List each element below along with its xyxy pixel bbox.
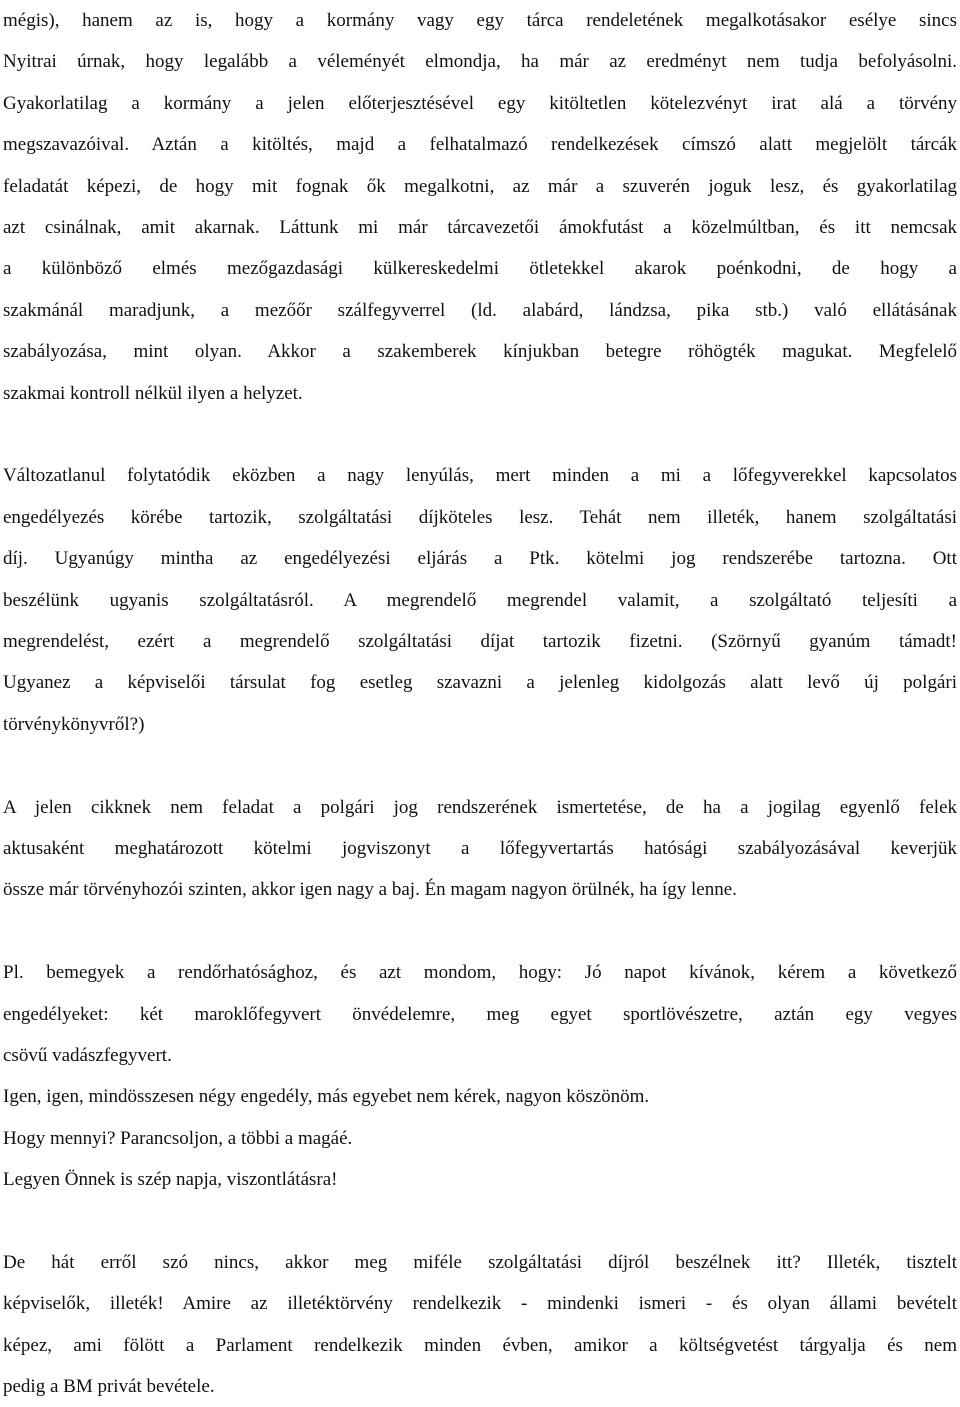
text-line: megszavazóival. Aztán a kitöltés, majd a felhatalmazó rendelkezések címszó alatt megjelölt tárcák (3, 134, 957, 156)
text-line: szabályozása, mint olyan. Akkor a szakemberek kínjukban betegre röhögték magukat. Megfelelő (3, 341, 957, 363)
text-line: engedélyeket: két maroklőfegyvert önvédelemre, meg egyet sportlövészetre, aztán egy vegyes (3, 1003, 957, 1025)
text-line: pedig a BM privát bevétele. (3, 1376, 215, 1398)
text-line: szakmai kontroll nélkül ilyen a helyzet. (3, 382, 303, 404)
text-line: mégis), hanem az is, hogy a kormány vagy egy tárca rendeletének megalkotásakor esélye sincs (3, 10, 957, 31)
text-line: feladatát képezi, de hogy mit fognak ők megalkotni, az már a szuverén joguk lesz, és gyakorlatilag (3, 175, 957, 197)
text-line: Legyen Önnek is szép napja, viszontlátásra! (3, 1169, 338, 1191)
text-line: beszélünk ugyanis szolgáltatásról. A megrendelő megrendel valamit, a szolgáltató teljesíti a (3, 589, 957, 611)
text-line: A jelen cikknek nem feladat a polgári jog rendszerének ismertetése, de ha a jogilag egyenlő felek (3, 796, 957, 818)
text-line: szakmánál maradjunk, a mezőőr szálfegyverrel (ld. alabárd, lándzsa, pika stb.) való ellátásának (3, 299, 957, 321)
text-line: azt csinálnak, amit akarnak. Láttunk mi már tárcavezetői ámokfutást a közelmúltban, és itt nemcsak (3, 217, 957, 238)
text-line: Gyakorlatilag a kormány a jelen előterjesztésével egy kitöltetlen kötelezvényt irat alá a törvény (3, 92, 957, 114)
text-line: törvénykönyvről?) (3, 713, 145, 735)
text-line: képviselők, illeték! Amire az illetéktörvény rendelkezik - mindenki ismeri - és olyan állami bevételt (3, 1293, 957, 1315)
text-line: megrendelést, ezért a megrendelő szolgáltatási díjat tartozik fizetni. (Szörnyű gyanúm támadt! (3, 631, 957, 652)
text-line: össze már törvényhozói szinten, akkor igen nagy a baj. Én magam nagyon örülnék, ha így lenne. (3, 879, 737, 901)
text-line: De hát erről szó nincs, akkor meg miféle szolgáltatási díjról beszélnek itt? Illeték, tisztelt (3, 1252, 957, 1273)
text-line: Igen, igen, mindösszesen négy engedély, más egyebet nem kérek, nagyon köszönöm. (3, 1086, 650, 1108)
text-line: Hogy mennyi? Parancsoljon, a többi a magáé. (3, 1127, 353, 1149)
text-line: Pl. bemegyek a rendőrhatósághoz, és azt mondom, hogy: Jó napot kívánok, kérem a következő (3, 962, 957, 984)
text-line: Változatlanul folytatódik eközben a nagy lenyúlás, mert minden a mi a lőfegyverekkel kapcsolatos (3, 465, 957, 487)
text-line: Ugyanez a képviselői társulat fog esetleg szavazni a jelenleg kidolgozás alatt levő új polgári (3, 672, 957, 694)
text-line: díj. Ugyanúgy mintha az engedélyezési eljárás a Ptk. kötelmi jog rendszerébe tartozna. Ott (3, 548, 957, 570)
text-line: a különböző elmés mezőgazdasági külkereskedelmi ötletekkel akarok poénkodni, de hogy a (3, 258, 957, 280)
text-line: engedélyezés körébe tartozik, szolgáltatási díjköteles lesz. Tehát nem illeték, hanem szolgáltatási (3, 506, 957, 528)
text-line: csövű vadászfegyvert. (3, 1045, 172, 1066)
text-line: képez, ami fölött a Parlament rendelkezik minden évben, amikor a költségvetést tárgyalja és nem (3, 1334, 957, 1356)
text-line: Nyitrai úrnak, hogy legalább a véleményét elmondja, ha már az eredményt nem tudja befolyásolni. (3, 51, 957, 73)
text-line: aktusaként meghatározott kötelmi jogviszonyt a lőfegyvertartás hatósági szabályozásával keverjük (3, 838, 957, 859)
